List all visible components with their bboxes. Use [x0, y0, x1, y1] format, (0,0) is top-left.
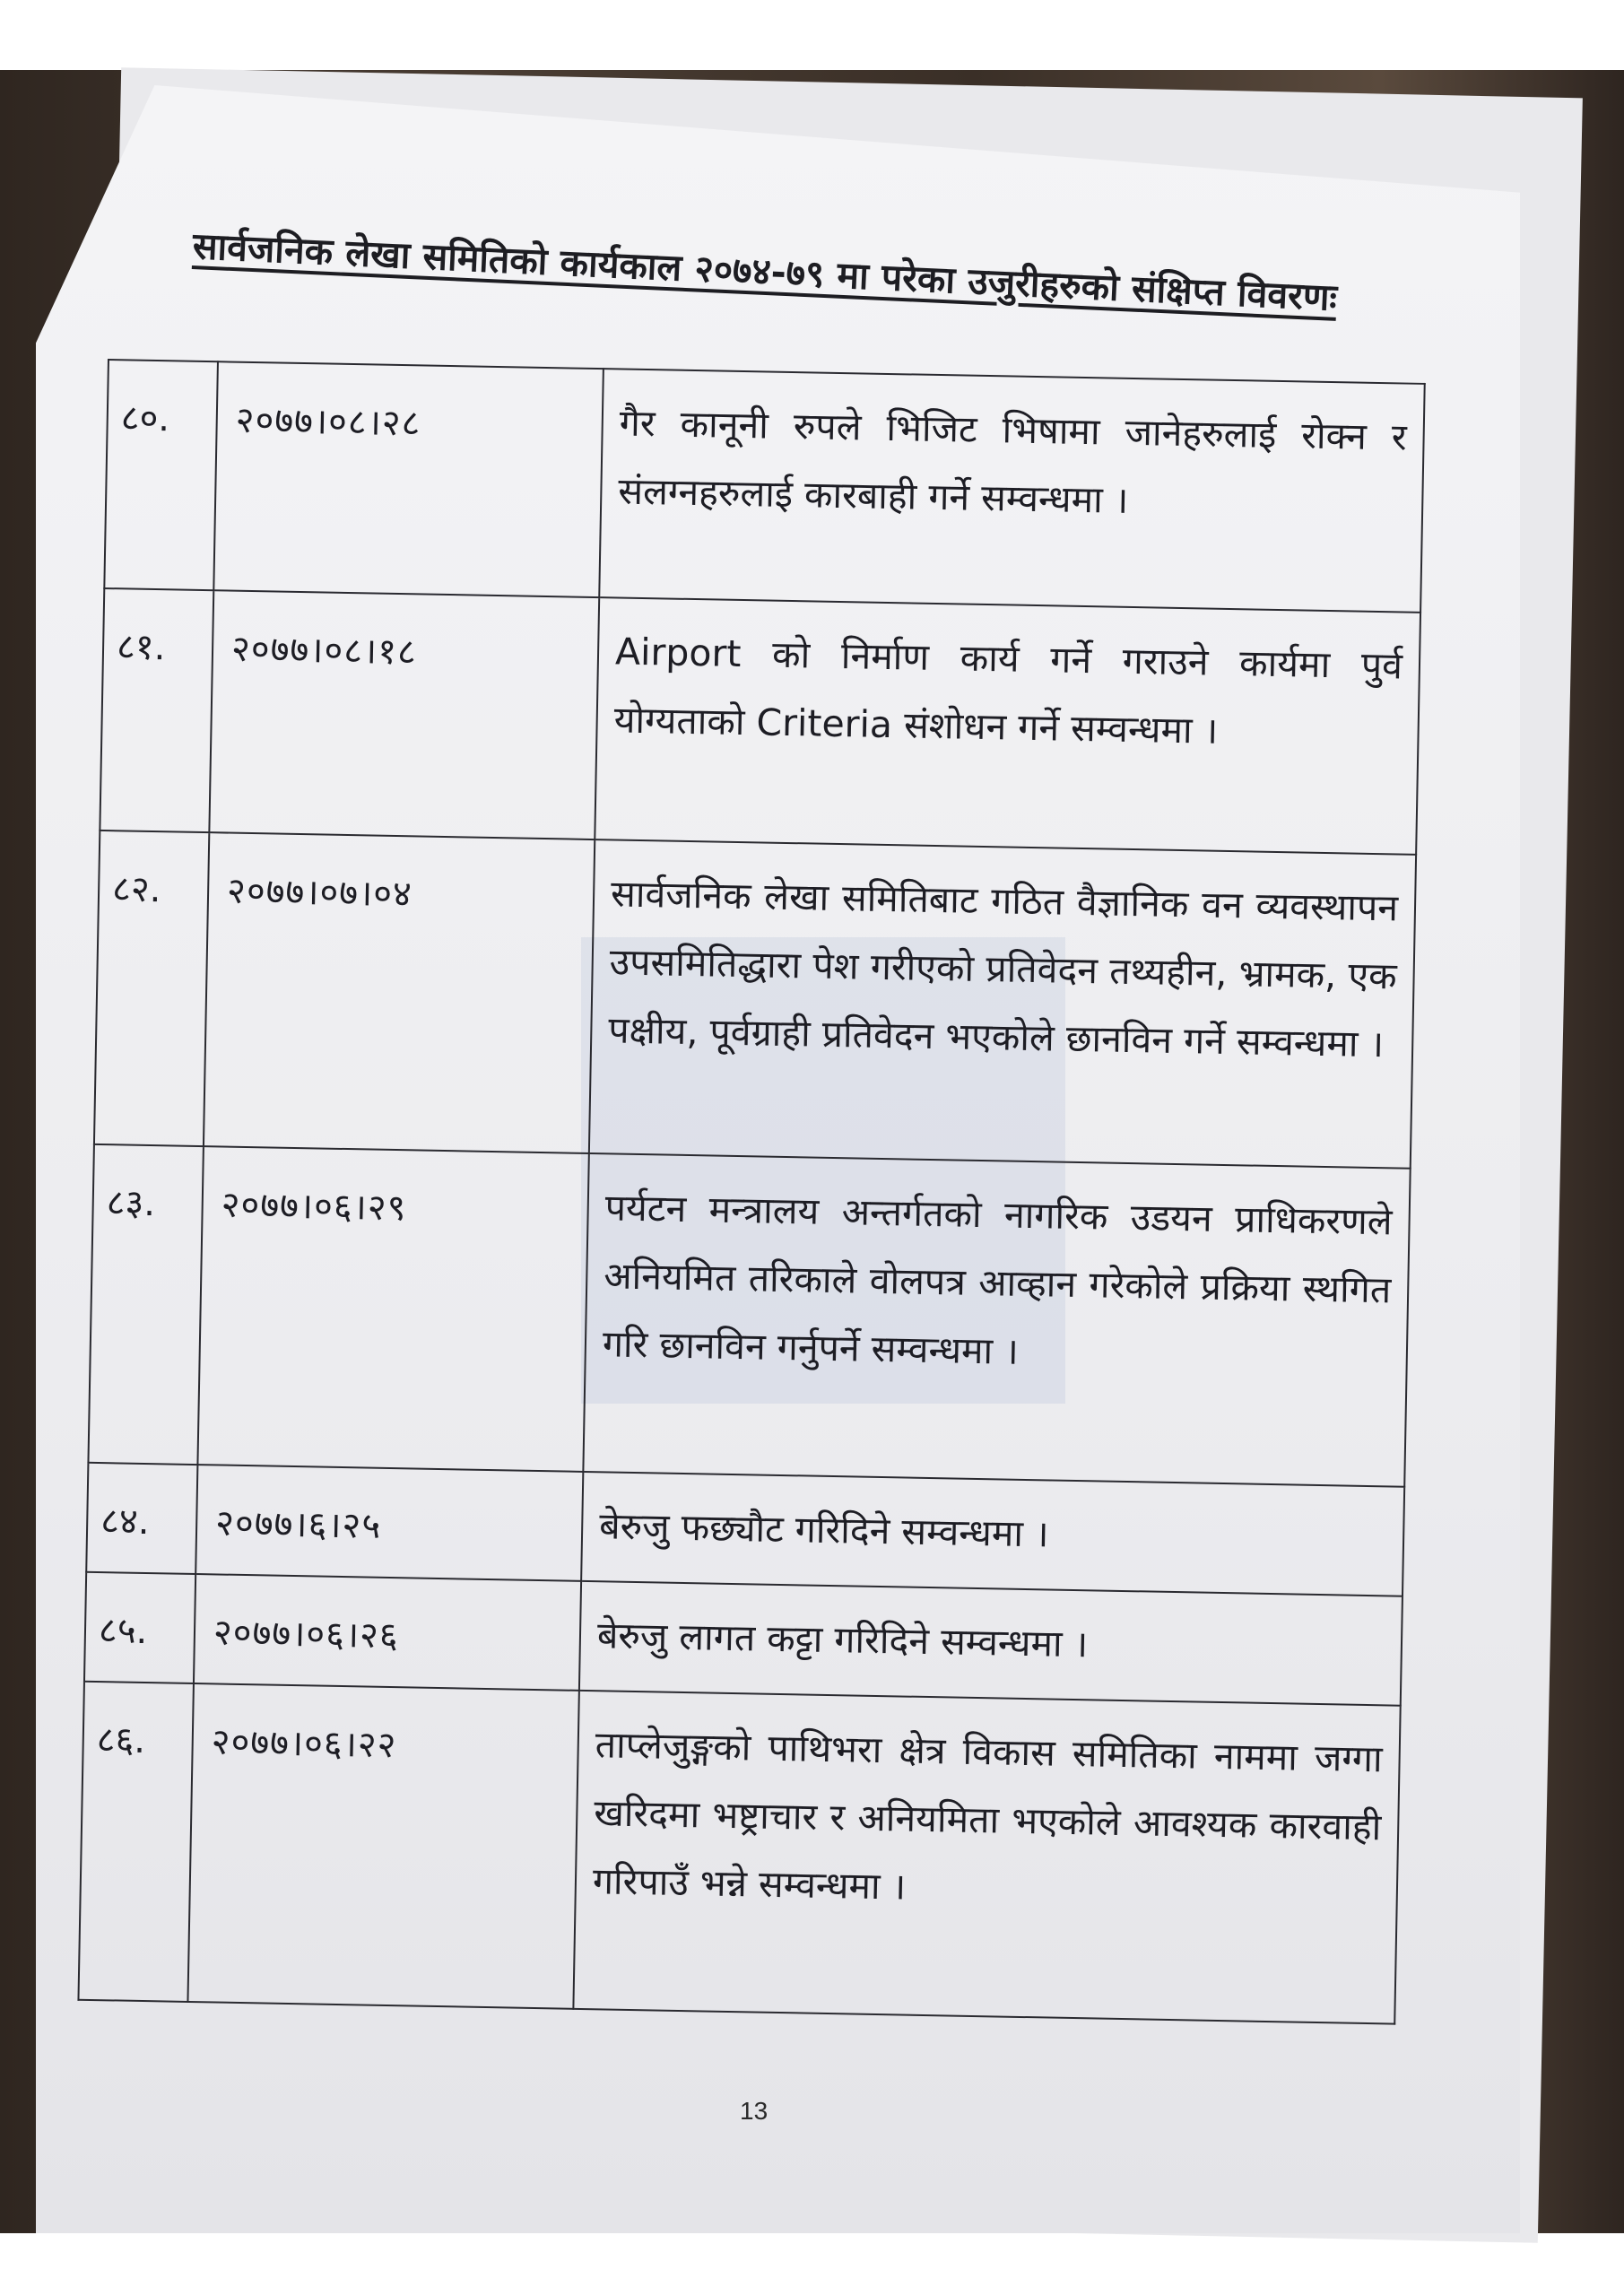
complaints-table-container	[77, 359, 1425, 2024]
serial-number-cell: ८६.	[78, 1682, 193, 2002]
serial-number-cell: ८४.	[86, 1463, 197, 1574]
description-cell: सार्वजनिक लेखा समितिबाट गठित वैज्ञानिक वन व्यवस्थापन उपसमितिद्धारा पेश गरीएको प्रतिवेदन तथ्यहीन, भ्रामक, एक पक्षीय, पूर्वग्राही प्रतिवेदन भएकोले छानविन गर्ने सम्वन्धमा ।	[589, 839, 1416, 1169]
description-cell: बेरुजु फछ्यौट गरिदिने सम्वन्धमा ।	[581, 1472, 1404, 1596]
serial-number-cell: ८१.	[100, 588, 213, 832]
complaints-table	[77, 359, 1425, 2025]
serial-number-cell: ८०.	[104, 360, 218, 590]
table-row	[104, 360, 1424, 613]
bottom-margin-band	[0, 2233, 1624, 2296]
date-cell: २०७७।०६।२६	[194, 1574, 581, 1691]
serial-number-cell: ८५.	[84, 1572, 195, 1683]
serial-number-cell: ८३.	[88, 1144, 203, 1465]
description-cell: बेरुजु लागत कट्टा गरिदिने सम्वन्धमा ।	[579, 1581, 1403, 1706]
date-cell: २०७७।०८।१८	[209, 590, 599, 839]
serial-number-cell: ८२.	[94, 831, 209, 1146]
date-cell: २०७७।०८।२८	[213, 361, 604, 597]
top-margin-band	[0, 0, 1624, 70]
description-cell: पर्यटन मन्त्रालय अन्तर्गतको नागरिक उडयन प्राधिकरणले अनियमित तरिकाले वोलपत्र आव्हान गरेकोले प्रक्रिया स्थगित गरि छानविन गर्नुपर्ने सम्वन्धमा ।	[583, 1153, 1410, 1487]
description-cell: गैर कानूनी रुपले भिजिट भिषामा जानेहरुलाई रोक्न र संलग्नहरुलाई कारबाही गर्ने सम्वन्धमा ।	[599, 369, 1425, 613]
date-cell: २०७७।०६।२९	[197, 1146, 588, 1472]
description-cell: ताप्लेजुङ्गको पाथिभरा क्षेत्र विकास समितिका नाममा जग्गा खरिदमा भष्ट्राचार र अनियमिता भएकोले आवश्यक कारवाही गरिपाउँ भन्ने सम्वन्धमा ।	[573, 1691, 1400, 2024]
page-number: 13	[740, 2097, 769, 2125]
table-row	[94, 831, 1416, 1169]
table-row	[78, 1682, 1400, 2024]
date-cell: २०७७।०७।०४	[204, 832, 595, 1153]
table-row	[100, 588, 1420, 855]
table-row	[88, 1144, 1410, 1487]
date-cell: २०७७।०६।२२	[187, 1683, 578, 2009]
document-heading: सार्वजनिक लेखा समितिको कार्यकाल २०७४-७९ मा परेका उजुरीहरुको संक्षिप्त विवरणः	[191, 224, 1338, 319]
description-cell: Airport को निर्माण कार्य गर्ने गराउने कार्यमा पुर्व योग्यताको Criteria संशोधन गर्ने सम्वन्धमा ।	[595, 597, 1420, 855]
date-cell: २०७७।६।२५	[195, 1465, 583, 1581]
